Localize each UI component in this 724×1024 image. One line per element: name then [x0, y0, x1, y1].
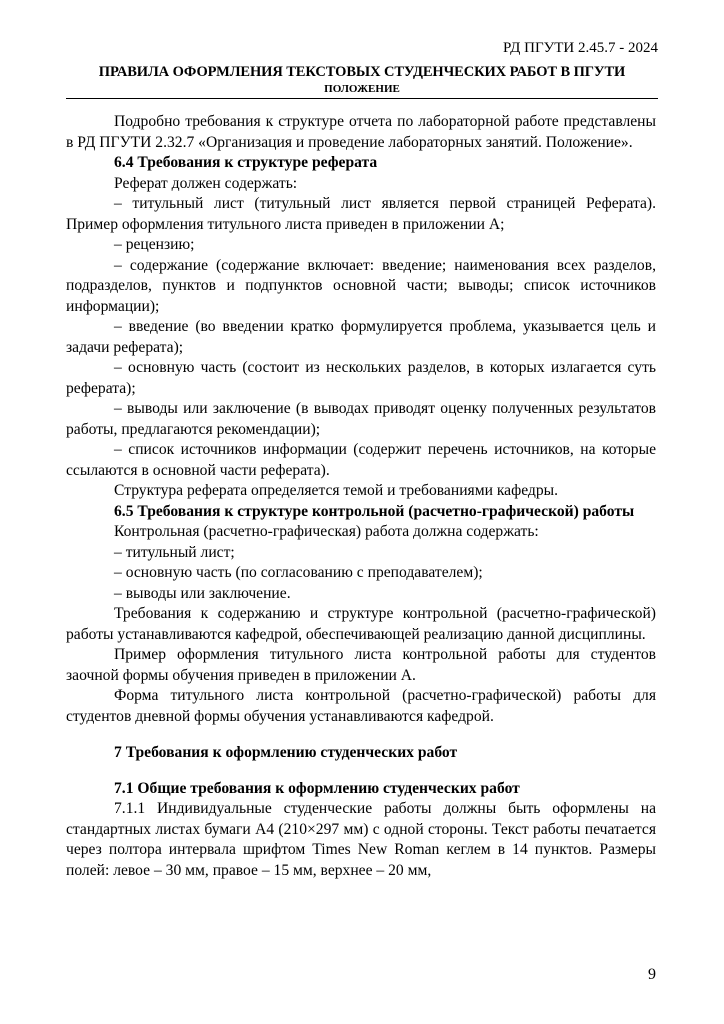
document-header-title: ПРАВИЛА ОФОРМЛЕНИЯ ТЕКСТОВЫХ СТУДЕНЧЕСКИХ РАБОТ В ПГУТИ: [98, 64, 626, 80]
section-6-4-lead: Реферат должен содержать:: [114, 174, 298, 192]
section-6-4-closing: Структура реферата определяется темой и требованиями кафедры.: [114, 482, 559, 499]
section-6-4-heading: 6.4 Требования к структуре реферата: [114, 154, 378, 171]
section-6-5-paragraph: Форма титульного листа контрольной (расчетно-графической) работы для студентов дневной формы обучения устанавливаются кафедрой.: [66, 687, 656, 725]
list-item: – введение (во введении кратко формулируется проблема, указывается цель и задачи реферата);: [66, 318, 656, 356]
section-6-5-paragraph: Требования к содержанию и структуре контрольной (расчетно-графической) работы устанавливаются кафедрой, обеспечивающей реализацию данной дисциплины.: [66, 605, 656, 643]
section-6-5-heading: 6.5 Требования к структуре контрольной (расчетно-графической) работы: [114, 502, 635, 520]
section-7-1-heading: 7.1 Общие требования к оформлению студенческих работ: [114, 779, 520, 797]
page-content: [66, 112, 656, 881]
list-item: – основную часть (состоит из нескольких разделов, в которых излагается суть реферата);: [66, 359, 656, 397]
list-item: – титульный лист (титульный лист является первой страницей Реферата). Пример оформления титульного листа приведен в приложении А;: [66, 195, 656, 233]
header-rule: [66, 98, 658, 99]
list-item: – основную часть (по согласованию с преподавателем);: [114, 564, 483, 581]
section-7-heading: 7 Требования к оформлению студенческих работ: [114, 744, 458, 761]
list-item: – выводы или заключение.: [114, 584, 291, 602]
document-code: РД ПГУТИ 2.45.7 - 2024: [502, 40, 658, 56]
document-header-subtitle: ПОЛОЖЕНИЕ: [324, 83, 400, 95]
page-number: 9: [648, 966, 656, 983]
spacer: [66, 764, 656, 779]
intro-paragraph: Подробно требования к структуре отчета по лабораторной работе представлены в РД ПГУТИ 2.32.7 «Организация и проведение лабораторных занятий. Положение».: [66, 113, 656, 151]
list-item: – список источников информации (содержит перечень источников, на которые ссылаются в основной части реферата).: [66, 441, 656, 479]
list-item: – рецензию;: [114, 236, 195, 253]
section-7-1-paragraph: 7.1.1 Индивидуальные студенческие работы должны быть оформлены на стандартных листах бумаги А4 (210×297 мм) с одной стороны. Текст работы печатается через полтора интервала шрифтом Times New Roman кеглем в 14 пунктов. Размеры полей: левое – 30 мм, правое – 15 мм, верхнее – 20 мм,: [66, 800, 656, 879]
list-item: – содержание (содержание включает: введение; наименования всех разделов, подразделов, пунктов и подпунктов основной части; выводы; список источников информации);: [66, 256, 656, 315]
spacer: [66, 727, 656, 743]
list-item: – титульный лист;: [114, 543, 235, 561]
section-6-5-paragraph: Пример оформления титульного листа контрольной работы для студентов заочной формы обучения приведен в приложении А.: [66, 646, 656, 684]
list-item: – выводы или заключение (в выводах приводят оценку полученных результатов работы, предлагаются рекомендации);: [66, 400, 656, 438]
section-6-5-lead: Контрольная (расчетно-графическая) работа должна содержать:: [114, 523, 539, 540]
